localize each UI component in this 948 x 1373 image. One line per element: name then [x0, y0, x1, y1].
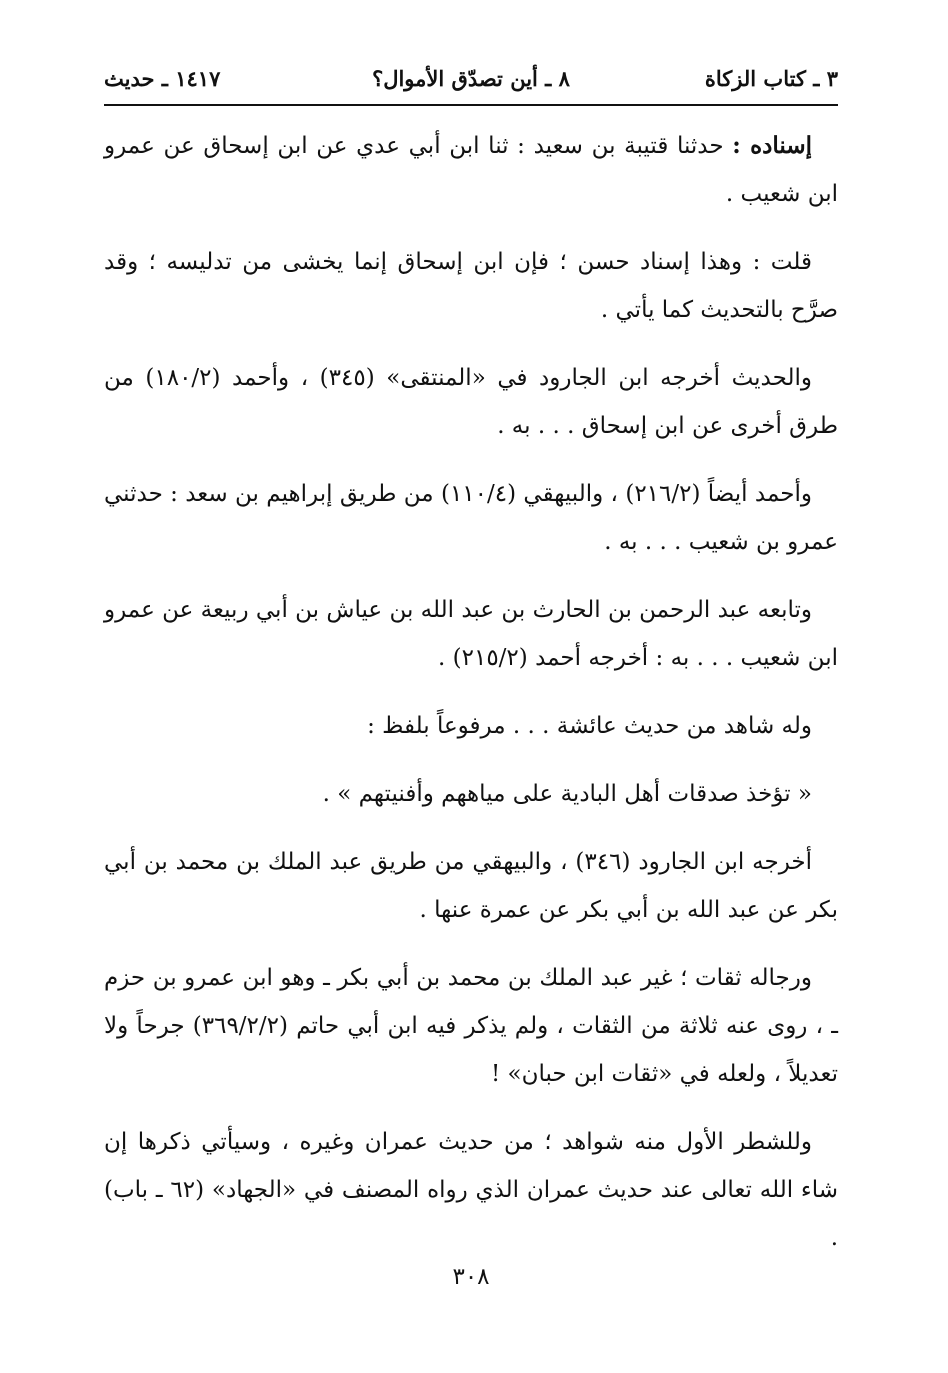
paragraph-shawahid: [104, 1118, 838, 1262]
isnad-label: إسناده :: [732, 132, 812, 159]
book-page: [104, 0, 838, 1373]
paragraph-text: ورجاله ثقات ؛ غير عبد الملك بن محمد بن أبي بكر ـ وهو ابن عمرو بن حزم ـ ، روى عنه ثلاثة من الثقات ، ولم يذكر فيه ابن أبي حاتم (٣٦٩/٢/٢) جرحاً ولا تعديلاً ، ولعله في «ثقات ابن حبان» !: [104, 965, 838, 1087]
hadith-number: ١٤١٧ ـ حديث: [104, 66, 221, 91]
running-header: [104, 66, 838, 100]
paragraph-isnad: [104, 122, 838, 218]
paragraph-text: وللشطر الأول منه شواهد ؛ من حديث عمران وغيره ، وسيأتي ذكرها إن شاء الله تعالى عند حديث عمران الذي رواه المصنف في «الجهاد» (٦٢ ـ باب) .: [104, 1129, 838, 1251]
chapter-title: ٣ ـ كتاب الزكاة: [704, 66, 838, 91]
paragraph-shahid: [104, 702, 838, 750]
header-divider: [104, 104, 838, 106]
paragraph-text: « تؤخذ صدقات أهل البادية على مياههم وأفنيتهم » .: [322, 781, 812, 807]
paragraph-mutaba: [104, 586, 838, 682]
paragraph-text: وله شاهد من حديث عائشة . . . مرفوعاً بلفظ :: [367, 713, 812, 739]
paragraph-grading: [104, 238, 838, 334]
paragraph-text: أخرجه ابن الجارود (٣٤٦) ، والبيهقي من طريق عبد الملك بن محمد بن أبي بكر عن عبد الله بن أبي بكر عن عمرة عنها .: [104, 849, 838, 923]
body-text: [104, 122, 838, 1282]
paragraph-quote: [104, 770, 838, 818]
paragraph-text: حدثنا قتيبة بن سعيد : ثنا ابن أبي عدي عن ابن إسحاق عن عمرو ابن شعيب .: [104, 133, 838, 207]
paragraph-text: وأحمد أيضاً (٢١٦/٢) ، والبيهقي (١١٠/٤) من طريق إبراهيم بن سعد : حدثني عمرو بن شعيب . . . به .: [104, 481, 838, 555]
section-title: ٨ ـ أين تصدّق الأموال؟: [372, 66, 570, 91]
paragraph-rijal: [104, 954, 838, 1098]
page-number: ٣٠٨: [452, 1264, 490, 1290]
paragraph-takhrij: [104, 354, 838, 450]
paragraph-text: قلت : وهذا إسناد حسن ؛ فإن ابن إسحاق إنما يخشى من تدليسه ؛ وقد صرَّح بالتحديث كما يأتي .: [104, 249, 838, 323]
paragraph-takhrij-shahid: [104, 838, 838, 934]
paragraph-text: والحديث أخرجه ابن الجارود في «المنتقى» (٣٤٥) ، وأحمد (١٨٠/٢) من طرق أخرى عن ابن إسحاق . . . به .: [104, 365, 838, 439]
paragraph-text: وتابعه عبد الرحمن بن الحارث بن عبد الله بن عياش بن أبي ربيعة عن عمرو ابن شعيب . . . به : أخرجه أحمد (٢١٥/٢) .: [104, 597, 838, 671]
paragraph-takhrij-ahmad: [104, 470, 838, 566]
